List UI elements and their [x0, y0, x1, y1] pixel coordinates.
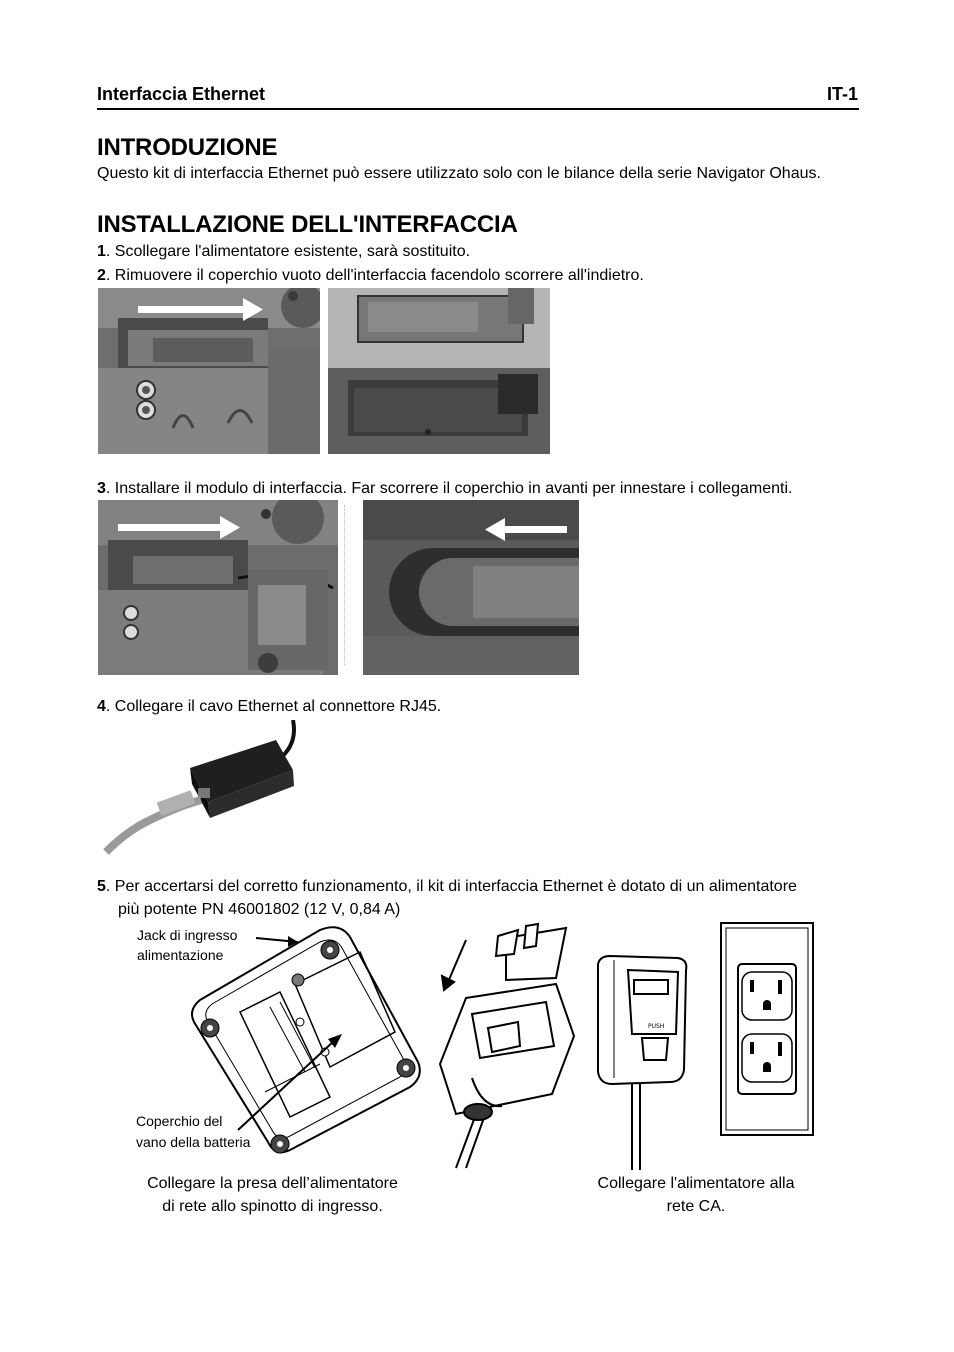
step-5-text-line2: più potente PN 46001802 (12 V, 0,84 A)	[118, 901, 401, 918]
caption-left-line1: Collegare la presa dell’alimentatore	[147, 1175, 398, 1192]
illustration-adapter-plugged	[588, 950, 700, 1170]
header-rule	[97, 108, 859, 110]
step-2-text: . Rimuovere il coperchio vuoto dell'interfaccia facendolo scorrere all'indietro.	[105, 267, 644, 284]
step-1-number: 1	[97, 243, 106, 260]
header-title: Interfaccia Ethernet	[97, 84, 266, 104]
step-1-text: . Scollegare l'alimentatore esistente, sarà sostituito.	[105, 243, 471, 260]
step-5	[97, 876, 797, 898]
caption-right-line2: rete CA.	[666, 1198, 726, 1215]
photo-divider	[344, 505, 357, 665]
step-2	[97, 265, 644, 287]
step-4	[97, 696, 441, 718]
step-5-text: . Per accertarsi del corretto funzionamento, il kit di interfaccia Ethernet è dotato di un alimentatore	[105, 878, 797, 895]
label-cover-line1: Coperchio del	[136, 1113, 223, 1129]
label-cover-line2: vano della batteria	[136, 1134, 251, 1150]
photo-cover-slide-forward	[363, 500, 579, 675]
caption-right-line1: Collegare l'alimentatore alla	[597, 1175, 795, 1192]
step-3-text: . Installare il modulo di interfaccia. Far scorrere il coperchio in avanti per innestare i collegamenti.	[105, 480, 793, 497]
step-4-number: 4	[97, 698, 106, 715]
photo-ethernet-cable	[98, 720, 338, 858]
label-jack-line2: alimentazione	[137, 947, 224, 963]
install-heading: INSTALLAZIONE DELL'INTERFACCIA	[97, 211, 518, 238]
step-3-number: 3	[97, 480, 106, 497]
step-3	[97, 478, 792, 500]
photo-module-installed	[98, 500, 338, 675]
photo-cover-slide-back	[98, 288, 320, 454]
illustration-wall-outlet	[720, 922, 814, 1136]
step-5-number: 5	[97, 878, 106, 895]
intro-text: Questo kit di interfaccia Ethernet può essere utilizzato solo con le bilance della serie Navigator Ohaus.	[97, 165, 821, 182]
step-2-number: 2	[97, 267, 106, 284]
caption-left-line2: di rete allo spinotto di ingresso.	[162, 1198, 383, 1215]
push-label: PUSH	[648, 1023, 665, 1030]
step-4-text: . Collegare il cavo Ethernet al connettore RJ45.	[105, 698, 442, 715]
label-jack-line1: Jack di ingresso	[137, 927, 238, 943]
illustration-plug-adapter	[436, 918, 581, 1170]
step-1	[97, 241, 470, 263]
photo-cover-removed	[328, 288, 550, 454]
page-number: IT-1	[826, 84, 858, 104]
intro-heading: INTRODUZIONE	[97, 134, 278, 161]
